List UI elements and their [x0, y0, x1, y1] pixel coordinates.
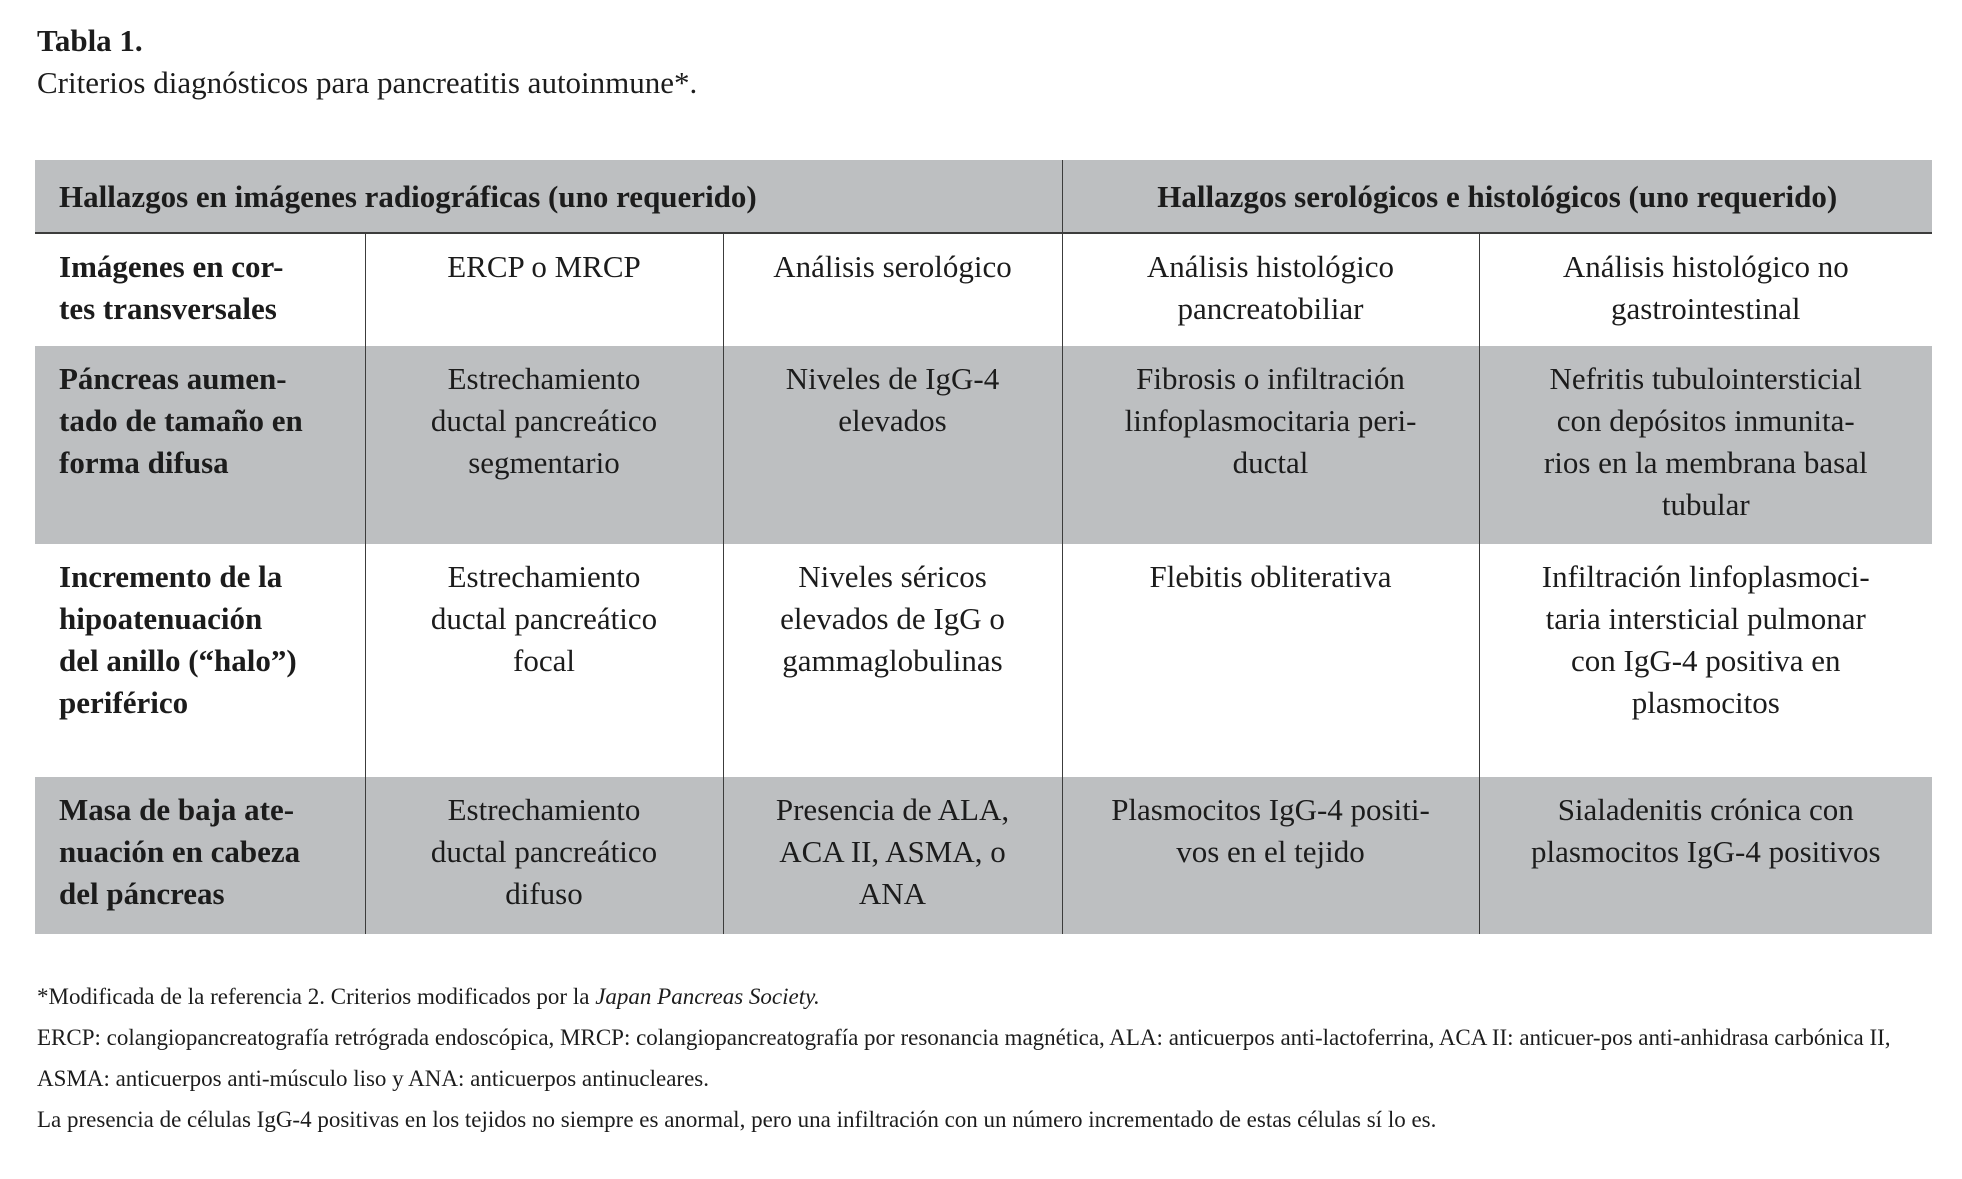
table-caption	[37, 20, 697, 104]
table-cell: Masa de baja ate- nuación en cabeza del páncreas	[35, 777, 365, 934]
table-cell: Imágenes en cor- tes transversales	[59, 249, 284, 326]
table-cell: Análisis serológico	[723, 233, 1062, 346]
footnote-abbreviations: ERCP: colangiopancreatografía retrógrada endoscópica, MRCP: colangiopancreatografía por resonancia magnética, ALA: anticuerpos anti-lactoferrina, ACA II: anticuer-pos anti-anhidrasa carbónica II, ASMA: anticuerpos anti-músculo liso y ANA: anticuerpos antinucleares.	[37, 1025, 1891, 1091]
table-cell: Incremento de la hipoatenuación del anillo (“halo”) periférico	[59, 559, 297, 720]
table-row	[35, 777, 1932, 934]
table-cell: Niveles de IgG-4 elevados	[723, 346, 1062, 544]
table-cell: Infiltración linfoplasmoci- taria intersticial pulmonar con IgG-4 positiva en plasmocitos	[1479, 544, 1932, 777]
header-radiographic: Hallazgos en imágenes radiográficas (uno requerido)	[35, 160, 1062, 233]
table-cell: Sialadenitis crónica con plasmocitos IgG-4 positivos	[1479, 777, 1932, 934]
table-body	[35, 233, 1932, 934]
table-cell: Estrechamiento ductal pancreático segmentario	[365, 346, 723, 544]
table-row	[35, 233, 1932, 346]
table-cell: Niveles séricos elevados de IgG o gammaglobulinas	[723, 544, 1062, 777]
table-footnotes	[37, 976, 1927, 1140]
criteria-table	[35, 160, 1932, 934]
footnote-society-name: Japan Pancreas Society.	[595, 984, 820, 1009]
table-header-row	[35, 160, 1932, 233]
table-cell: Estrechamiento ductal pancreático focal	[365, 544, 723, 777]
caption-title: Criterios diagnósticos para pancreatitis autoinmune*.	[37, 65, 698, 100]
header-serologic-histologic: Hallazgos serológicos e histológicos (uno requerido)	[1062, 160, 1932, 233]
table-cell: Análisis histológico no gastrointestinal	[1479, 233, 1932, 346]
footnote-source-text: *Modificada de la referencia 2. Criterios modificados por la	[37, 984, 596, 1009]
table-cell: Flebitis obliterativa	[1062, 544, 1479, 777]
table-cell: Análisis histológico pancreatobiliar	[1062, 233, 1479, 346]
footnote-igg4-note: La presencia de células IgG-4 positivas en los tejidos no siempre es anormal, pero una infiltración con un número incrementado de estas células sí lo es.	[37, 1107, 1437, 1132]
footnote-source	[37, 976, 1927, 1017]
table-cell: Nefritis tubulointersticial con depósitos inmunita- rios en la membrana basal tubular	[1479, 346, 1932, 544]
table-row	[35, 544, 1932, 777]
table-cell: Páncreas aumen- tado de tamaño en forma difusa	[35, 346, 365, 544]
table-cell: Fibrosis o infiltración linfoplasmocitaria peri- ductal	[1062, 346, 1479, 544]
table-cell: Estrechamiento ductal pancreático difuso	[365, 777, 723, 934]
table-row	[35, 346, 1932, 544]
table-cell: Plasmocitos IgG-4 positi- vos en el tejido	[1062, 777, 1479, 934]
table-cell: Presencia de ALA, ACA II, ASMA, o ANA	[723, 777, 1062, 934]
caption-label: Tabla 1.	[37, 23, 143, 58]
table-cell: ERCP o MRCP	[365, 233, 723, 346]
